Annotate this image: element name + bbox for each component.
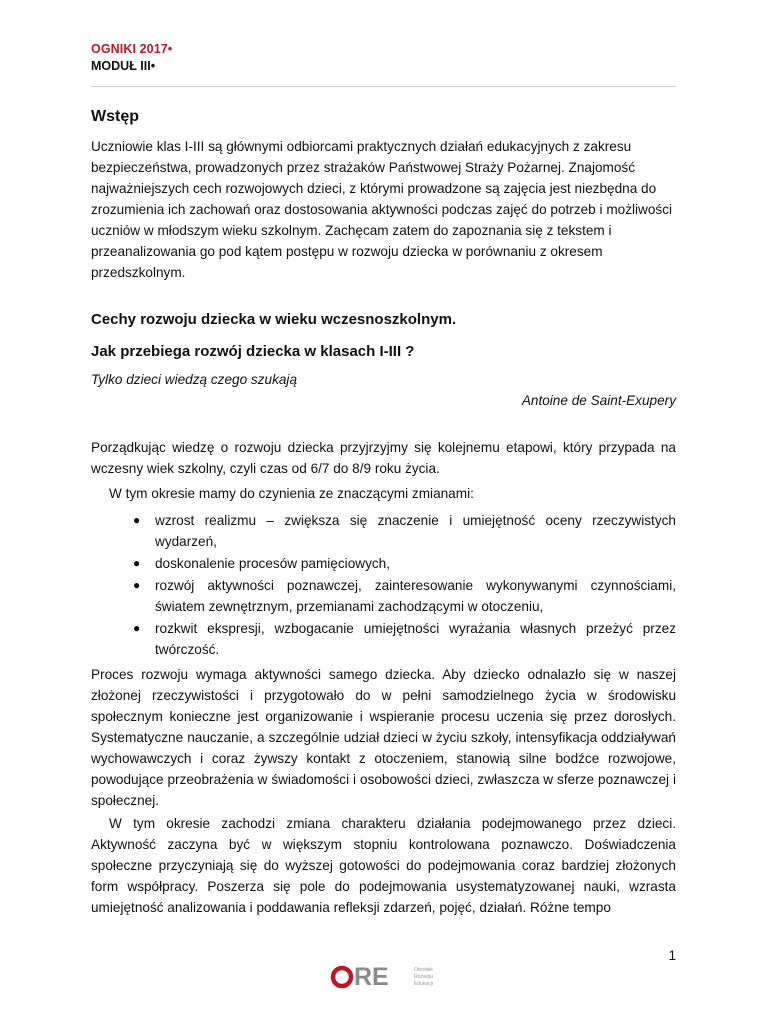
bullet-icon: ● (133, 513, 141, 527)
bullet-icon: ● (133, 621, 141, 635)
header-title: OGNIKI 2017• (91, 42, 173, 56)
section-title-development: Cechy rozwoju dziecka w wieku wczesnoszkolnym. (91, 311, 457, 328)
bullet-icon: ● (133, 556, 141, 570)
header-divider (91, 86, 676, 87)
epigraph-author: Antoine de Saint-Exupery (521, 393, 676, 408)
intro-paragraph: Uczniowie klas I-III są głównymi odbiorcami praktycznych działań edukacyjnych z zakresu bezpieczeństwa, prowadzonych przez strażaków Państwowej Straży Pożarnej. Znajomość najważniejszych cech rozwojowych dzieci, z którymi prowadzone są zajęcia jest niezbędna do zrozumienia ich zachowań oraz dostosowania aktywności podczas zajęć do potrzeb i możliwości uczniów w młodszym wieku szkolnym. Zachęcam zatem do zapoznania się z tekstem i przeanalizowania go pod kątem postępu w rozwoju dziecka w porównaniu z okresem przedszkolnym. (91, 139, 673, 280)
ore-logo-icon (330, 965, 354, 989)
section-title-intro: Wstęp (91, 108, 139, 125)
paragraph: Proces rozwoju wymaga aktywności samego dziecka. Aby dziecko odnalazło się w naszej złożonej rzeczywistości i przygotowało do w pełni samodzielnego życia w środowisku społecznym konieczne jest organizowanie i wspieranie procesu uczenia się przez dorosłych. Systematyczne nauczanie, a szczególnie udział dzieci w życiu szkoły, intensyfikacja oddziaływań wychowawczych i coraz żywszy kontakt z otoczeniem, stanowią silne bodźce rozwojowe, powodujące przeobrażenia w świadomości i osobowości dzieci, zwłaszcza w sferze poznawczej i społecznej. (91, 667, 676, 808)
bullet-icon: ● (133, 578, 141, 592)
document-body (91, 106, 676, 918)
logo-text: RE (354, 963, 389, 991)
ore-logo (330, 962, 440, 996)
paragraph: Porządkując wiedzę o rozwoju dziecka przyjrzyjmy się kolejnemu etapowi, który przypada na wczesny wiek szkolny, czyli czas od 6/7 do 8/9 roku życia. (91, 440, 676, 476)
list-item: ● rozkwit ekspresji, wzbogacanie umiejętności wyrażania własnych przeżyć przez twórczość. (155, 618, 676, 660)
page-number: 1 (668, 948, 676, 963)
list-item: ● doskonalenie procesów pamięciowych, (155, 553, 676, 574)
logo-subtitle: Ośrodek Rozwoju Edukacji (414, 967, 434, 987)
header-module: MODUŁ III• (91, 59, 156, 73)
paragraph: W tym okresie mamy do czynienia ze znaczącymi zmianami: (109, 486, 474, 501)
epigraph-quote: Tylko dzieci wiedzą czego szukają (91, 372, 298, 387)
list-item: ● rozwój aktywności poznawczej, zainteresowanie wykonywanymi czynnościami, światem zewnętrznym, przemianami zachodzącymi w otoczeniu, (155, 575, 676, 617)
section-subtitle-development: Jak przebiega rozwój dziecka w klasach I-III ? (91, 343, 415, 360)
changes-list (91, 510, 676, 660)
list-item: ● wzrost realizmu – zwiększa się znaczenie i umiejętność oceny rzeczywistych wydarzeń, (155, 510, 676, 552)
paragraph: W tym okresie zachodzi zmiana charakteru działania podejmowanego przez dzieci. Aktywność zaczyna być w większym stopniu kontrolowana poznawczo. Doświadczenia społeczne przyczyniają się do wyższej gotowości do podejmowania coraz bardziej złożonych form współpracy. Poszerza się pole do podejmowania usystematyzowanej nauki, wzrasta umiejętność analizowania i poddawania refleksji zdarzeń, pojęć, działań. Różne tempo (91, 816, 676, 915)
